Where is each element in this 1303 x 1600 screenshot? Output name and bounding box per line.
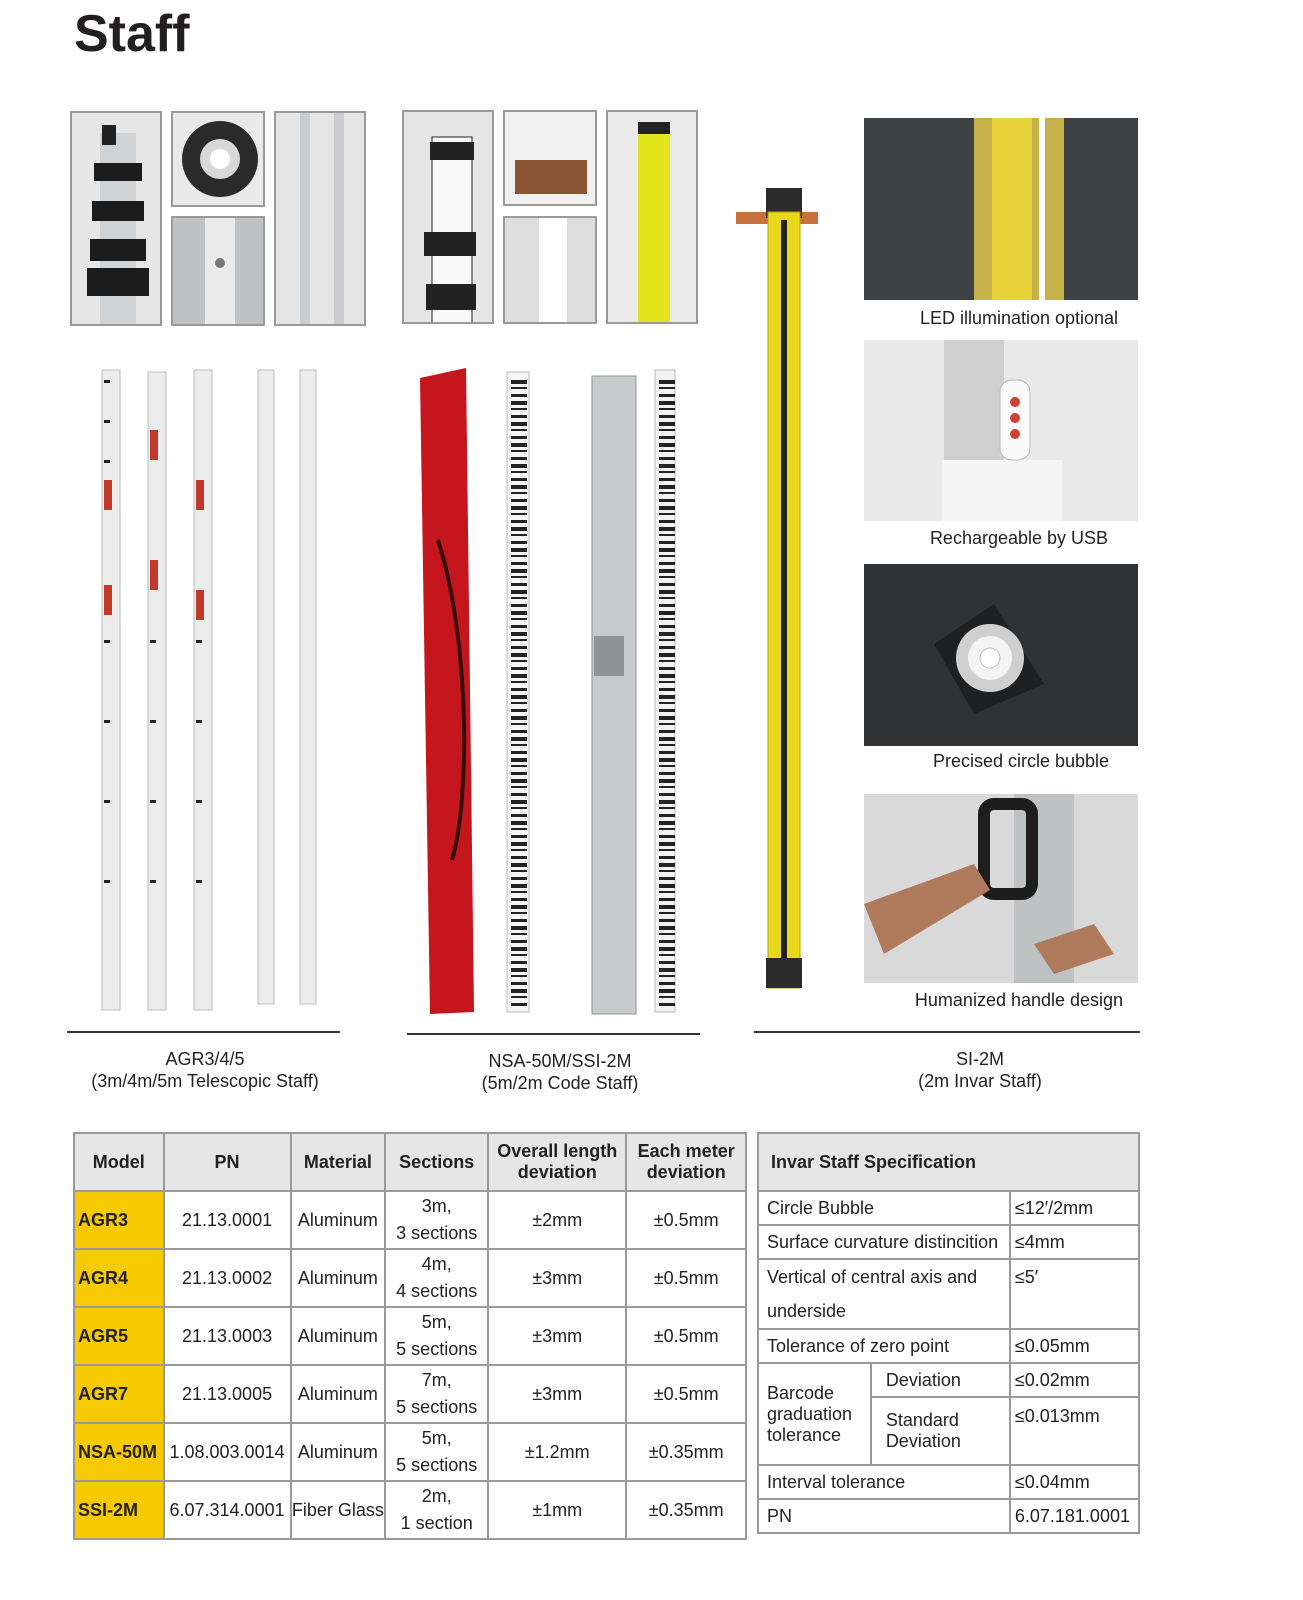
group-label-invar — [830, 1048, 1130, 1092]
cell-model: AGR4 — [74, 1249, 164, 1307]
cell-each: ±0.5mm — [626, 1191, 746, 1249]
bubble-level-photo — [171, 111, 265, 207]
header-sections: Sections — [385, 1133, 488, 1191]
led-illumination-photo — [864, 118, 1138, 300]
spec-value: ≤0.05mm — [1010, 1329, 1139, 1363]
invar-spec-table — [757, 1132, 1140, 1534]
code-staff-top-photo — [402, 110, 494, 324]
table-row — [74, 1423, 746, 1481]
header-overall-deviation: Overall length deviation — [488, 1133, 626, 1191]
cell-model: AGR5 — [74, 1307, 164, 1365]
group-model: AGR3/4/5 — [165, 1049, 245, 1069]
cell-section-count: 5 sections — [396, 1339, 478, 1359]
table-row — [74, 1365, 746, 1423]
caption-usb: Rechargeable by USB — [929, 528, 1109, 548]
cell-model: AGR3 — [74, 1191, 164, 1249]
group-description: (2m Invar Staff) — [918, 1071, 1042, 1091]
cell-pn: 21.13.0003 — [164, 1307, 291, 1365]
spec-value: ≤5′ — [1010, 1259, 1139, 1329]
cell-pn: 21.13.0001 — [164, 1191, 291, 1249]
cell-section-count: 1 section — [400, 1513, 473, 1533]
spec-row — [758, 1465, 1139, 1499]
table-header-row — [74, 1133, 746, 1191]
spec-label: Surface curvature distincition — [758, 1225, 1010, 1259]
cell-pn: 21.13.0002 — [164, 1249, 291, 1307]
staff-top-photo — [70, 111, 162, 326]
group-description: (5m/2m Code Staff) — [481, 1073, 639, 1093]
table-row — [74, 1307, 746, 1365]
header-material: Material — [291, 1133, 386, 1191]
spec-row — [758, 1191, 1139, 1225]
caption-handle: Humanized handle design — [914, 990, 1124, 1010]
group-model: NSA-50M/SSI-2M — [488, 1051, 632, 1071]
cell-sections — [385, 1191, 488, 1249]
group-divider — [754, 1031, 1140, 1033]
spec-value: ≤12′/2mm — [1010, 1191, 1139, 1225]
cell-material: Aluminum — [291, 1365, 386, 1423]
spec-row — [758, 1259, 1139, 1329]
cell-material: Aluminum — [291, 1191, 386, 1249]
cell-overall: ±2mm — [488, 1191, 626, 1249]
table-row — [74, 1481, 746, 1539]
spec-sublabel: Standard Deviation — [871, 1397, 1010, 1465]
spec-heading: Invar Staff Specification — [758, 1133, 1139, 1191]
table-row — [74, 1249, 746, 1307]
spec-label: PN — [758, 1499, 1010, 1533]
caption-led: LED illumination optional — [919, 308, 1119, 328]
group-divider — [407, 1033, 700, 1035]
group-model: SI-2M — [955, 1049, 1004, 1069]
cell-overall: ±1mm — [488, 1481, 626, 1539]
cell-section-count: 5 sections — [396, 1397, 478, 1417]
cell-each: ±0.5mm — [626, 1307, 746, 1365]
cell-model: SSI-2M — [74, 1481, 164, 1539]
usb-photo — [864, 340, 1138, 521]
spec-label: Tolerance of zero point — [758, 1329, 1010, 1363]
spec-value: ≤4mm — [1010, 1225, 1139, 1259]
yellow-staff-photo — [606, 110, 698, 324]
spec-label: Vertical of central axis and underside — [758, 1259, 1010, 1329]
group-divider — [67, 1031, 340, 1033]
spec-label: Circle Bubble — [758, 1191, 1010, 1225]
cell-sections — [385, 1249, 488, 1307]
cell-overall: ±3mm — [488, 1249, 626, 1307]
cell-sections — [385, 1365, 488, 1423]
spec-row — [758, 1329, 1139, 1363]
cell-material: Aluminum — [291, 1423, 386, 1481]
spec-row — [758, 1499, 1139, 1533]
spec-label: Barcode graduation tolerance — [758, 1363, 871, 1465]
spec-label: Interval tolerance — [758, 1465, 1010, 1499]
cell-each: ±0.5mm — [626, 1249, 746, 1307]
cell-pn: 1.08.003.0014 — [164, 1423, 291, 1481]
code-staff-scale-photo — [503, 216, 597, 324]
cell-overall: ±3mm — [488, 1307, 626, 1365]
cell-length: 2m, — [421, 1486, 452, 1506]
cell-each: ±0.5mm — [626, 1365, 746, 1423]
cell-sections — [385, 1307, 488, 1365]
cell-pn: 6.07.314.0001 — [164, 1481, 291, 1539]
staff-detail-photo — [274, 111, 366, 326]
spec-row — [758, 1225, 1139, 1259]
staff-model-table — [73, 1132, 747, 1540]
group-description: (3m/4m/5m Telescopic Staff) — [91, 1071, 319, 1091]
staff-scale-photo — [171, 216, 265, 326]
cell-sections — [385, 1423, 488, 1481]
header-model: Model — [74, 1133, 164, 1191]
spec-sublabel: Deviation — [871, 1363, 1010, 1397]
page-title: Staff — [74, 5, 190, 63]
cell-section-count: 4 sections — [396, 1281, 478, 1301]
spec-row — [758, 1363, 1139, 1397]
cell-each: ±0.35mm — [626, 1481, 746, 1539]
code-staff-base-photo — [503, 110, 597, 206]
cell-model: NSA-50M — [74, 1423, 164, 1481]
cell-overall: ±1.2mm — [488, 1423, 626, 1481]
cell-pn: 21.13.0005 — [164, 1365, 291, 1423]
cell-length: 4m, — [421, 1254, 452, 1274]
spec-value: ≤0.02mm — [1010, 1363, 1139, 1397]
table-row — [74, 1191, 746, 1249]
group-label-code — [410, 1050, 710, 1094]
circle-bubble-photo — [864, 564, 1138, 746]
header-each-meter-deviation: Each meter deviation — [626, 1133, 746, 1191]
caption-bubble: Precised circle bubble — [932, 751, 1110, 771]
spec-value: ≤0.013mm — [1010, 1397, 1139, 1465]
cell-length: 5m, — [421, 1312, 452, 1332]
cell-sections — [385, 1481, 488, 1539]
cell-length: 3m, — [421, 1196, 452, 1216]
header-pn: PN — [164, 1133, 291, 1191]
cell-section-count: 5 sections — [396, 1455, 478, 1475]
spec-value: ≤0.04mm — [1010, 1465, 1139, 1499]
cell-model: AGR7 — [74, 1365, 164, 1423]
group-label-telescopic — [60, 1048, 350, 1092]
cell-material: Fiber Glass — [291, 1481, 386, 1539]
handle-photo — [864, 794, 1138, 983]
cell-material: Aluminum — [291, 1249, 386, 1307]
cell-each: ±0.35mm — [626, 1423, 746, 1481]
cell-length: 7m, — [421, 1370, 452, 1390]
spec-value: 6.07.181.0001 — [1010, 1499, 1139, 1533]
cell-section-count: 3 sections — [396, 1223, 478, 1243]
cell-length: 5m, — [421, 1428, 452, 1448]
cell-overall: ±3mm — [488, 1365, 626, 1423]
cell-material: Aluminum — [291, 1307, 386, 1365]
